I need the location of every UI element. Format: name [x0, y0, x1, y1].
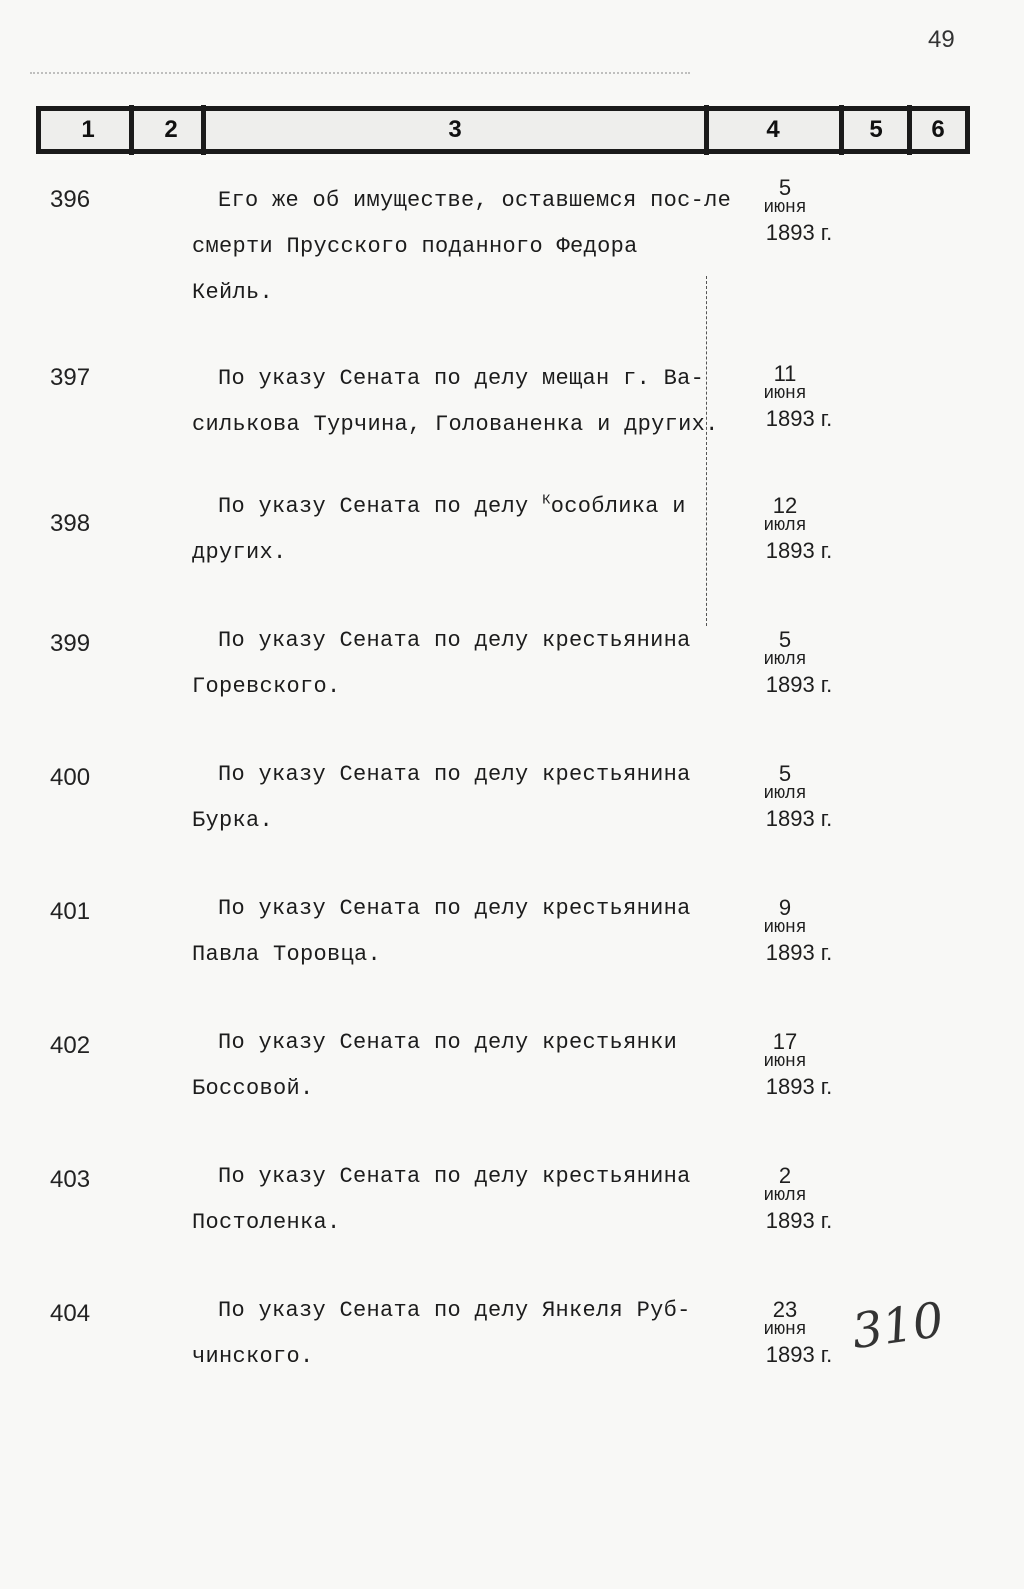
- entry-title: [192, 356, 732, 448]
- entry-date-month: июня: [763, 1052, 807, 1072]
- entry-date-month: июля: [763, 784, 807, 804]
- entry-date-month: июня: [763, 1320, 807, 1340]
- entry-date: [730, 493, 840, 566]
- entry-title: [192, 752, 732, 844]
- entry-title-text: Его же об имуществе, оставшемся пос-ле смерти Прусского поданного Федора Кейль.: [192, 188, 732, 305]
- entry-date-month: июля: [763, 650, 807, 670]
- column-divider: [201, 105, 206, 155]
- column-divider: [907, 105, 912, 155]
- entry-date-month: июля: [763, 516, 807, 536]
- entry-date-year: 1893 г.: [765, 940, 833, 965]
- column-header-1: 1: [81, 116, 95, 143]
- entry-date: [730, 175, 840, 248]
- entry-number: 399: [50, 630, 91, 657]
- column-divider: [704, 105, 709, 155]
- entry-number: 400: [50, 764, 91, 791]
- entry-title: [192, 1288, 732, 1380]
- entry-date-month: июня: [763, 918, 807, 938]
- entry-date-year: 1893 г.: [765, 1342, 833, 1367]
- dotted-rule: [30, 72, 690, 76]
- entry-date-day: 5: [778, 761, 792, 786]
- column-header-5: 5: [869, 116, 883, 143]
- entry-title: [192, 618, 732, 710]
- entry-date: [730, 761, 840, 834]
- column-divider: [839, 105, 844, 155]
- entry-number: 403: [50, 1166, 91, 1193]
- entry-date: [730, 361, 840, 434]
- entry-title: [192, 886, 732, 978]
- entry-date: [730, 1029, 840, 1102]
- entry-title-text: По указу Сената по делу крестьянки Боссовой.: [192, 1030, 678, 1101]
- entry-date-day: 23: [772, 1297, 798, 1322]
- column-divider: [129, 105, 134, 155]
- entry-number: 404: [50, 1300, 91, 1327]
- column-header-6: 6: [931, 116, 945, 143]
- entry-date: [730, 1297, 840, 1370]
- entry-date-year: 1893 г.: [765, 1074, 833, 1099]
- handwritten-sheet-number: 310: [848, 1291, 948, 1361]
- correction-mark: К: [542, 492, 551, 509]
- entry-date-month: июня: [763, 384, 807, 404]
- entry-title-text: По указу Сената по делу Янкеля Руб-чинского.: [192, 1298, 691, 1369]
- entry-number: 401: [50, 898, 91, 925]
- entry-date-day: 2: [778, 1163, 792, 1188]
- entry-date-day: 5: [778, 175, 792, 200]
- entry-title-text: По указу Сената по делу крестьянина Постоленка.: [192, 1164, 691, 1235]
- entry-date-day: 17: [772, 1029, 798, 1054]
- entry-title-text-end: особлика и других.: [192, 494, 686, 565]
- entry-title-text: По указу Сената по делу крестьянина Горевского.: [192, 628, 691, 699]
- entry-date: [730, 1163, 840, 1236]
- entry-number: 398: [50, 510, 91, 537]
- entry-title-text: По указу Сената по делу: [218, 494, 543, 519]
- entry-title: [192, 484, 732, 576]
- entry-date: [730, 627, 840, 700]
- entry-number: 402: [50, 1032, 91, 1059]
- entry-title: [192, 178, 732, 316]
- entry-date-year: 1893 г.: [765, 538, 833, 563]
- column-header-strip: [36, 106, 970, 154]
- entry-date-day: 12: [772, 493, 798, 518]
- entry-date-year: 1893 г.: [765, 806, 833, 831]
- entry-title-text: По указу Сената по делу мещан г. Ва-силькова Турчина, Голованенка и других.: [192, 366, 719, 437]
- entry-date-year: 1893 г.: [765, 1208, 833, 1233]
- entry-number: 396: [50, 186, 91, 213]
- entry-date-day: 11: [773, 361, 797, 386]
- entry-title-text: По указу Сената по делу крестьянина Бурка.: [192, 762, 691, 833]
- column-header-2: 2: [164, 116, 178, 143]
- entry-date-year: 1893 г.: [765, 220, 833, 245]
- page-number: 49: [928, 26, 955, 53]
- column-header-4: 4: [766, 116, 780, 143]
- entry-title: [192, 1020, 732, 1112]
- entry-date-year: 1893 г.: [765, 672, 833, 697]
- entry-date-year: 1893 г.: [765, 406, 833, 431]
- entry-number: 397: [50, 364, 91, 391]
- entry-date-day: 9: [778, 895, 792, 920]
- entry-date-day: 5: [778, 627, 792, 652]
- column-header-3: 3: [448, 116, 462, 143]
- entry-title: [192, 1154, 732, 1246]
- entry-date-month: июня: [763, 198, 807, 218]
- entry-date-month: июля: [763, 1186, 807, 1206]
- entry-title-text: По указу Сената по делу крестьянина Павла Торовца.: [192, 896, 691, 967]
- entry-date: [730, 895, 840, 968]
